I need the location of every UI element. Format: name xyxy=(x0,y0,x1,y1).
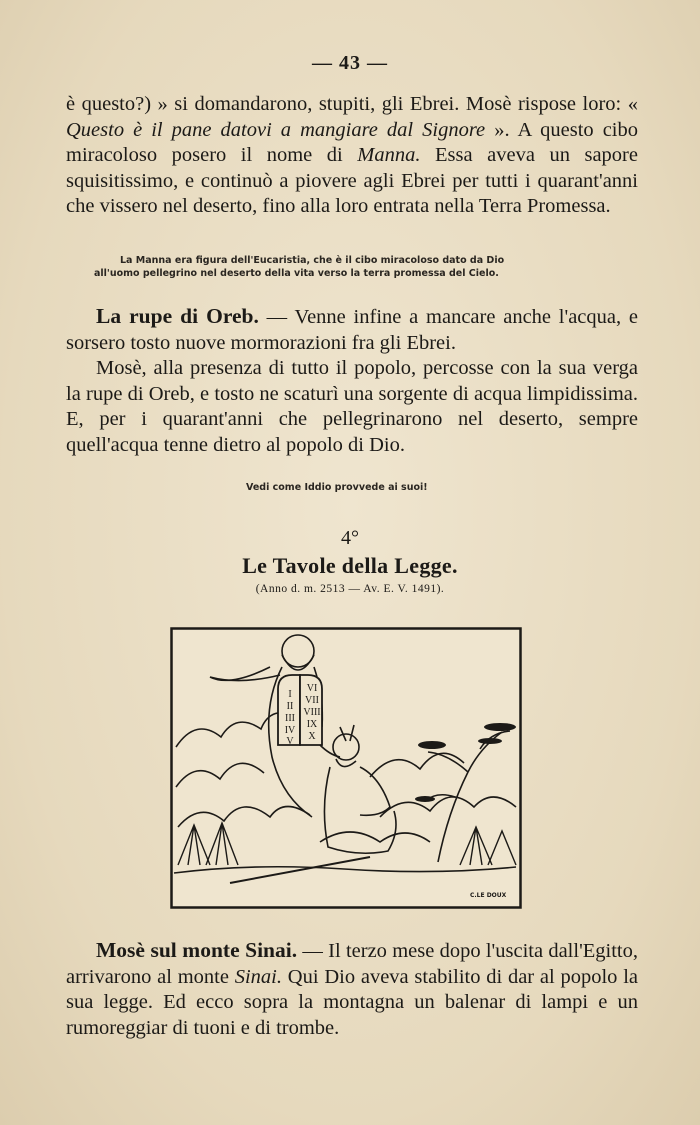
paragraph-sinai xyxy=(66,938,638,1041)
paragraph-oreb xyxy=(66,304,638,458)
tablet-numeral: III xyxy=(285,713,295,724)
text: è questo?) » si domandarono, stupiti, gli Ebrei. Mosè rispose loro: « xyxy=(66,93,638,115)
tablet-numeral: X xyxy=(308,731,316,742)
tablet-numeral: II xyxy=(286,701,294,712)
page-number: — 43 — xyxy=(312,52,388,74)
quote-italic: Questo è il pane datovi a mangiare dal Signore xyxy=(66,118,486,141)
tablet-numeral: I xyxy=(288,689,292,700)
tablet-numeral: IX xyxy=(306,719,318,730)
footnote-line: all'uomo pellegrino nel deserto della vita verso la terra promessa del Cielo. xyxy=(94,268,499,279)
footnote-provvede xyxy=(246,481,506,494)
section-title: Le Tavole della Legge. xyxy=(242,553,458,578)
text: ». A questo cibo miracoloso posero il nome di xyxy=(66,118,639,166)
heading-monte-sinai: Mosè sul monte Sinai. xyxy=(96,938,298,962)
section-number: 4° xyxy=(341,527,359,549)
footnote-line: La Manna era figura dell'Eucaristia, che è il cibo miracoloso dato da Dio xyxy=(120,255,505,266)
footnote-manna xyxy=(94,254,600,280)
text: — Il terzo mese dopo l'uscita dall'Egitto, arrivarono al monte xyxy=(66,940,639,988)
paragraph-manna xyxy=(66,92,638,220)
tablet-numeral: VII xyxy=(305,695,319,706)
tablet-numeral: VIII xyxy=(303,707,321,718)
artist-signature: C.LE DOUX xyxy=(470,892,507,899)
manna-italic: Manna. xyxy=(357,144,421,166)
tablet-numeral: IV xyxy=(284,725,296,736)
illustration-moses-tablets xyxy=(170,627,522,909)
text: Qui Dio aveva stabilito di dar al popolo la sua legge. Ed ecco sopra la montagna un balenar di lampi e un rumoreggiar di tuoni e di trombe. xyxy=(66,965,638,1039)
text: Essa aveva un sapore squisitissimo, e continuò a piovere agli Ebrei per tutti i quarant'anni che vissero nel deserto, fino alla loro entrata nella Terra Promessa. xyxy=(66,144,638,217)
text: Mosè, alla presenza di tutto il popolo, percosse con la sua verga la rupe di Oreb, e tosto ne scaturì una sorgente di acqua limpidissima. E, per i quarant'anni che pellegrinarono nel deserto, sempre quell'acqua tenne dietro al popolo di Dio. xyxy=(66,357,638,456)
tablet-numeral: V xyxy=(286,736,294,747)
section-date: (Anno d. m. 2513 — Av. E. V. 1491). xyxy=(255,583,445,595)
tablet-numeral: VI xyxy=(306,683,318,694)
sinai-italic: Sinai. xyxy=(234,965,283,988)
heading-rupe-oreb: La rupe di Oreb. xyxy=(96,304,259,328)
footnote-line: Vedi come Iddio provvede ai suoi! xyxy=(246,482,428,493)
text: — Venne infine a mancare anche l'acqua, e sorsero tosto nuove mormorazioni fra gli Ebrei. xyxy=(66,306,638,354)
